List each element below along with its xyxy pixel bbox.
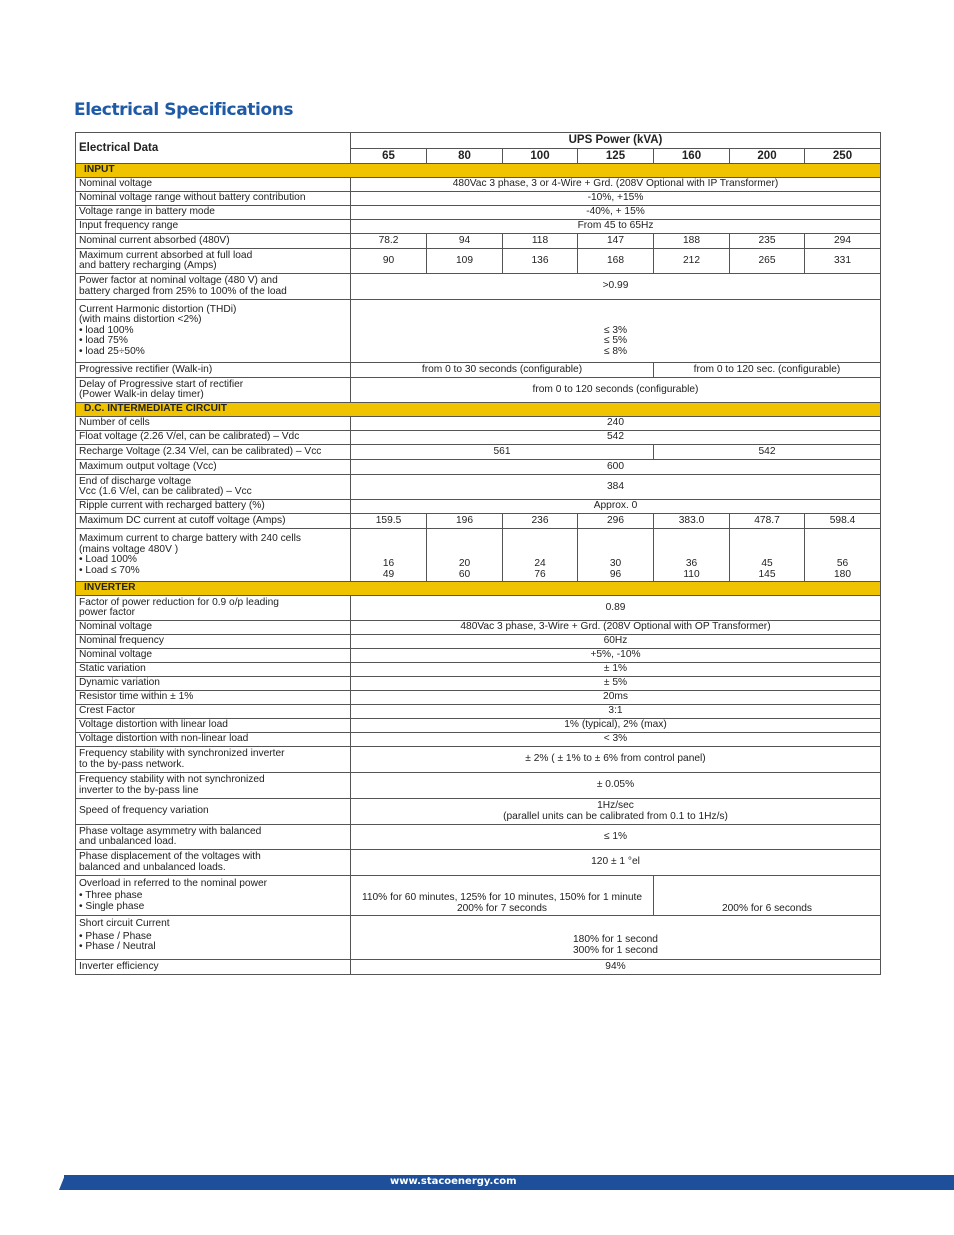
table-row (76, 876, 881, 916)
section-inverter: INVERTER (76, 582, 881, 596)
row-cell: 331 (805, 249, 881, 274)
row-label: Progressive rectifier (Walk-in) (76, 363, 351, 378)
table-row (76, 192, 881, 206)
row-label (76, 475, 351, 500)
row-label: Voltage distortion with linear load (76, 719, 351, 733)
label-line: • Three phase (79, 890, 143, 902)
label-line: Frequency stability with not synchronized (79, 774, 265, 785)
electrical-spec-table (75, 132, 881, 975)
table-row (76, 649, 881, 663)
row-value: 3:1 (351, 705, 881, 719)
row-cell (654, 529, 730, 582)
table-row (76, 691, 881, 705)
label-line: • Load 100% (79, 554, 137, 565)
row-cell: 478.7 (730, 514, 805, 529)
label-line: and unbalanced load. (79, 836, 177, 847)
table-row (76, 719, 881, 733)
row-cell: 235 (730, 234, 805, 249)
value-line: 36 (685, 558, 698, 569)
label-line: • Single phase (79, 900, 145, 912)
table-row (76, 916, 881, 960)
value-line: 30 (609, 558, 622, 569)
table-row (76, 514, 881, 529)
row-label: Nominal voltage (76, 649, 351, 663)
row-label (76, 916, 351, 960)
row-value: From 45 to 65Hz (351, 220, 881, 234)
kva-column-header: 100 (503, 149, 578, 164)
table-row (76, 363, 881, 378)
label-line: and battery recharging (Amps) (79, 260, 217, 271)
row-cell: 109 (427, 249, 503, 274)
table-row (76, 500, 881, 514)
kva-column-header: 160 (654, 149, 730, 164)
row-cell (503, 529, 578, 582)
table-row (76, 234, 881, 249)
row-label (76, 850, 351, 876)
table-row (76, 431, 881, 445)
label-line: Phase displacement of the voltages with (79, 851, 261, 862)
label-line: Maximum current absorbed at full load (79, 249, 253, 261)
row-cell: 168 (578, 249, 654, 274)
value-line: 24 (534, 558, 546, 569)
row-cell: 118 (503, 234, 578, 249)
row-value: ± 0.05% (351, 773, 881, 799)
row-label (76, 876, 351, 916)
value-line: 76 (534, 568, 546, 580)
value-line: 16 (382, 558, 395, 569)
value-line: (parallel units can be calibrated from 0.1 to 1Hz/s) (503, 810, 728, 822)
row-value: 542 (351, 431, 881, 445)
row-value: from 0 to 30 seconds (configurable) (351, 363, 654, 378)
section-input: INPUT (76, 164, 881, 178)
row-label (76, 825, 351, 850)
label-line: battery charged from 25% to 100% of the load (79, 285, 287, 297)
table-row (76, 417, 881, 431)
row-label: Inverter efficiency (76, 960, 351, 975)
row-value (351, 300, 881, 363)
row-label (76, 378, 351, 403)
row-label (76, 274, 351, 300)
label-line: Maximum current to charge battery with 240 cells (79, 533, 301, 544)
row-cell (730, 529, 805, 582)
label-line: balanced and unbalanced loads. (79, 861, 226, 873)
row-cell: 296 (578, 514, 654, 529)
value-line: 20 (458, 558, 471, 569)
value-line: 45 (761, 558, 773, 569)
row-label (76, 747, 351, 773)
value-line: 110 (683, 568, 700, 580)
table-row (76, 705, 881, 719)
section-dc-intermediate: D.C. INTERMEDIATE CIRCUIT (76, 403, 881, 417)
table-row (76, 677, 881, 691)
footer-bar (0, 1175, 954, 1190)
table-row (76, 747, 881, 773)
table-row (76, 220, 881, 234)
value-line: ≤ 5% (603, 335, 628, 347)
label-line: Delay of Progressive start of rectifier (79, 378, 244, 390)
kva-column-header: 65 (351, 149, 427, 164)
row-label: Nominal voltage range without battery contribution (76, 192, 351, 206)
label-line: (mains voltage 480V ) (79, 543, 179, 555)
table-row (76, 850, 881, 876)
label-line: (with mains distortion <2%) (79, 314, 202, 326)
kva-column-header: 250 (805, 149, 881, 164)
row-label: Maximum output voltage (Vcc) (76, 460, 351, 475)
value-line: 200% for 7 seconds (456, 902, 548, 914)
row-value: 600 (351, 460, 881, 475)
table-row (76, 206, 881, 220)
table-row (76, 960, 881, 975)
row-label: Nominal voltage (76, 621, 351, 635)
row-cell: 136 (503, 249, 578, 274)
row-value (351, 876, 654, 916)
row-value: >0.99 (351, 274, 881, 300)
table-row (76, 378, 881, 403)
row-value: 120 ± 1 °el (351, 850, 881, 876)
row-label (76, 249, 351, 274)
row-label: Nominal voltage (76, 178, 351, 192)
row-cell: 188 (654, 234, 730, 249)
row-value (351, 916, 881, 960)
table-row (76, 445, 881, 460)
table-row (76, 178, 881, 192)
row-value: < 3% (351, 733, 881, 747)
row-label: Speed of frequency variation (76, 799, 351, 825)
label-line: Short circuit Current (79, 918, 170, 929)
value-line: 180 (834, 568, 851, 580)
row-value: 20ms (351, 691, 881, 705)
ups-power-header: UPS Power (kVA) (351, 133, 881, 149)
label-line: • load 75% (79, 335, 128, 347)
row-value: -10%, +15% (351, 192, 881, 206)
row-cell: 196 (427, 514, 503, 529)
row-cell: 294 (805, 234, 881, 249)
value-line: 49 (382, 568, 395, 580)
footer-url-link[interactable]: www.stacoenergy.com (390, 1176, 517, 1187)
row-cell (578, 529, 654, 582)
table-row (76, 249, 881, 274)
table-row (76, 799, 881, 825)
value-line: ≤ 3% (603, 324, 628, 336)
row-cell: 265 (730, 249, 805, 274)
row-value: +5%, -10% (351, 649, 881, 663)
kva-column-header: 80 (427, 149, 503, 164)
table-row (76, 621, 881, 635)
label-line: Current Harmonic distortion (THDi) (79, 303, 237, 315)
kva-column-header: 200 (730, 149, 805, 164)
row-value: 1% (typical), 2% (max) (351, 719, 881, 733)
row-value: ≤ 1% (351, 825, 881, 850)
table-row (76, 773, 881, 799)
label-line: to the by-pass network. (79, 758, 185, 770)
row-value: ± 5% (351, 677, 881, 691)
row-cell: 90 (351, 249, 427, 274)
table-row (76, 475, 881, 500)
row-cell (427, 529, 503, 582)
kva-column-header: 125 (578, 149, 654, 164)
row-label (76, 300, 351, 363)
row-label: Nominal frequency (76, 635, 351, 649)
label-line: End of discharge voltage (79, 475, 192, 487)
row-value: ± 1% (351, 663, 881, 677)
label-line: Power factor at nominal voltage (480 V) and (79, 275, 278, 286)
row-label: Static variation (76, 663, 351, 677)
table-row (76, 596, 881, 621)
row-label: Crest Factor (76, 705, 351, 719)
label-line: (Power Walk-in delay timer) (79, 389, 204, 400)
row-cell: 383.0 (654, 514, 730, 529)
row-label: Voltage range in battery mode (76, 206, 351, 220)
label-line: Overload in referred to the nominal power (79, 877, 268, 889)
table-row (76, 825, 881, 850)
label-line: • load 100% (79, 324, 134, 336)
value-line: 145 (758, 568, 776, 580)
row-label (76, 773, 351, 799)
row-label: Ripple current with recharged battery (%) (76, 500, 351, 514)
label-line: Phase voltage asymmetry with balanced (79, 825, 262, 837)
row-value: 94% (351, 960, 881, 975)
row-value: 480Vac 3 phase, 3 or 4-Wire + Grd. (208V Optional with IP Transformer) (351, 178, 881, 192)
row-value: Approx. 0 (351, 500, 881, 514)
row-cell: 236 (503, 514, 578, 529)
row-label: Maximum DC current at cutoff voltage (Amps) (76, 514, 351, 529)
value-line: 110% for 60 minutes, 125% for 10 minutes, 150% for 1 minute (361, 892, 643, 903)
row-label: Resistor time within ± 1% (76, 691, 351, 705)
row-value (351, 799, 881, 825)
label-line: • Phase / Neutral (79, 941, 156, 952)
row-cell: 212 (654, 249, 730, 274)
row-value: ± 2% ( ± 1% to ± 6% from control panel) (351, 747, 881, 773)
table-row (76, 460, 881, 475)
row-label (76, 596, 351, 621)
electrical-data-header: Electrical Data (76, 133, 351, 164)
value-line: 56 (836, 558, 849, 569)
row-label: Number of cells (76, 417, 351, 431)
row-value: from 0 to 120 seconds (configurable) (351, 378, 881, 403)
row-cell (805, 529, 881, 582)
row-label (76, 529, 351, 582)
table-row (76, 300, 881, 363)
label-line: • load 25÷50% (79, 345, 145, 357)
label-line: Frequency stability with synchronized inverter (79, 748, 285, 759)
table-row (76, 529, 881, 582)
label-line: Vcc (1.6 V/el, can be calibrated) – Vcc (79, 486, 252, 497)
table-row (76, 274, 881, 300)
value-line: 300% for 1 second (573, 944, 658, 956)
value-line: 1Hz/sec (597, 800, 634, 811)
row-cell: 159.5 (351, 514, 427, 529)
row-value: 60Hz (351, 635, 881, 649)
row-value: -40%, + 15% (351, 206, 881, 220)
row-value: 200% for 6 seconds (654, 876, 881, 916)
value-line: 96 (609, 568, 622, 580)
row-cell: 94 (427, 234, 503, 249)
row-cell: 598.4 (805, 514, 881, 529)
table-row (76, 663, 881, 677)
value-line: ≤ 8% (603, 345, 628, 357)
row-value: 240 (351, 417, 881, 431)
label-line: • Phase / Phase (79, 930, 152, 942)
row-value: 542 (654, 445, 881, 460)
label-line: inverter to the by-pass line (79, 784, 199, 796)
row-value: 384 (351, 475, 881, 500)
row-value: from 0 to 120 sec. (configurable) (654, 363, 881, 378)
row-label: Dynamic variation (76, 677, 351, 691)
row-label: Float voltage (2.26 V/el, can be calibrated) – Vdc (76, 431, 351, 445)
table-row (76, 733, 881, 747)
row-label: Nominal current absorbed (480V) (76, 234, 351, 249)
row-cell: 147 (578, 234, 654, 249)
row-label: Voltage distortion with non-linear load (76, 733, 351, 747)
row-label: Recharge Voltage (2.34 V/el, can be calibrated) – Vcc (76, 445, 351, 460)
row-label: Input frequency range (76, 220, 351, 234)
label-line: power factor (79, 607, 136, 618)
row-cell (351, 529, 427, 582)
label-line: Factor of power reduction for 0.9 o/p leading (79, 596, 279, 608)
page-title: Electrical Specifications (74, 100, 294, 120)
value-line: 60 (458, 568, 471, 580)
row-cell: 78.2 (351, 234, 427, 249)
table-row (76, 635, 881, 649)
label-line: • Load ≤ 70% (79, 564, 140, 576)
value-line: 180% for 1 second (573, 934, 658, 945)
row-value: 0.89 (351, 596, 881, 621)
row-value: 561 (351, 445, 654, 460)
row-value: 480Vac 3 phase, 3-Wire + Grd. (208V Optional with OP Transformer) (351, 621, 881, 635)
